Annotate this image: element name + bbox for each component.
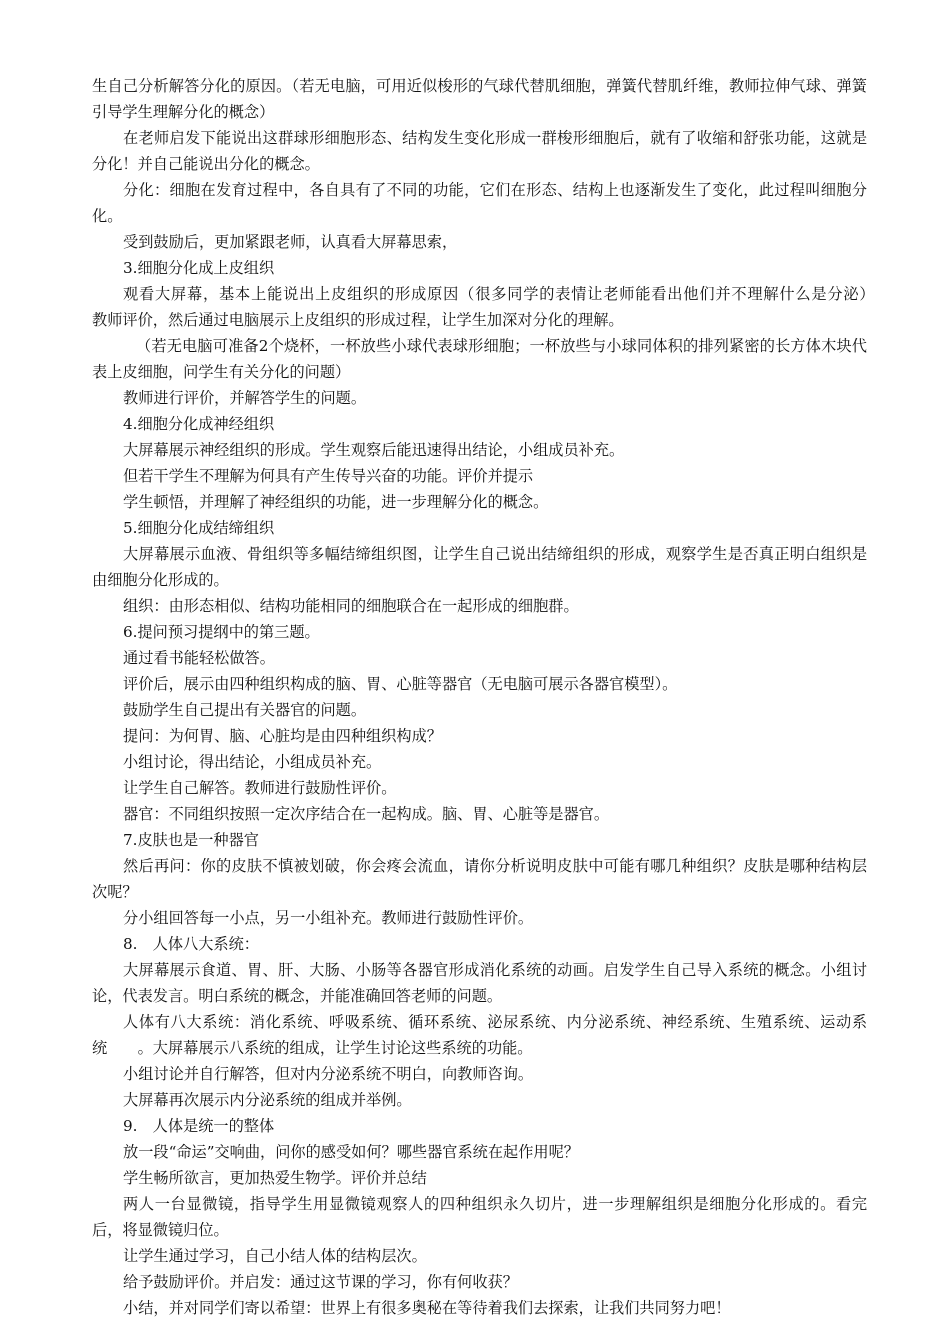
paragraph: 让学生自己解答。教师进行鼓励性评价。 xyxy=(123,779,397,797)
paragraph: 评价后，展示由四种组织构成的脑、胃、心脏等器官（无电脑可展示各器官模型）。 xyxy=(123,675,678,693)
paragraph: 两人一台显微镜，指导学生用显微镜观察人的四种组织永久切片，进一步理解组织是细胞分化形成的。看完后，将显微镜归位。 xyxy=(92,1195,867,1239)
paragraph: 大屏幕再次展示内分泌系统的组成并举例。 xyxy=(123,1091,412,1109)
paragraph: 教师进行评价，并解答学生的问题。 xyxy=(123,389,366,407)
document-body xyxy=(92,73,898,1321)
paragraph: 学生畅所欲言，更加热爱生物学。评价并总结 xyxy=(123,1169,427,1187)
paragraph: 给予鼓励评价。并启发：通过这节课的学习，你有何收获？ xyxy=(123,1273,518,1291)
paragraph: 在老师启发下能说出这群球形细胞形态、结构发生变化形成一群梭形细胞后，就有了收缩和舒张功能，这就是分化！并自己能说出分化的概念。 xyxy=(92,129,867,173)
paragraph: 大屏幕展示血液、骨组织等多幅结缔组织图，让学生自己说出结缔组织的形成，观察学生是否真正明白组织是由细胞分化形成的。 xyxy=(92,545,867,589)
paragraph: （若无电脑可准备2个烧杯，一杯放些小球代表球形细胞；一杯放些与小球同体积的排列紧密的长方体木块代表上皮细胞，问学生有关分化的问题） xyxy=(92,337,867,381)
paragraph: 9. 人体是统一的整体 xyxy=(123,1117,275,1135)
paragraph: 放一段“命运”交响曲，问你的感受如何？哪些器官系统在起作用呢？ xyxy=(123,1143,579,1161)
paragraph: 通过看书能轻松做答。 xyxy=(123,649,275,667)
paragraph: 器官：不同组织按照一定次序结合在一起构成。脑、胃、心脏等是器官。 xyxy=(123,805,609,823)
paragraph: 8. 人体八大系统： xyxy=(123,935,259,953)
paragraph: 生自己分析解答分化的原因。（若无电脑，可用近似梭形的气球代替肌细胞，弹簧代替肌纤维，教师拉伸气球、弹簧引导学生理解分化的概念） xyxy=(92,77,867,121)
paragraph: 大屏幕展示食道、胃、肝、大肠、小肠等各器官形成消化系统的动画。启发学生自己导入系统的概念。小组讨论，代表发言。明白系统的概念，并能准确回答老师的问题。 xyxy=(92,961,867,1005)
paragraph: 然后再问：你的皮肤不慎被划破，你会疼会流血，请你分析说明皮肤中可能有哪几种组织？皮肤是哪种结构层次呢？ xyxy=(92,857,867,901)
paragraph: 受到鼓励后，更加紧跟老师，认真看大屏幕思索， xyxy=(123,233,458,251)
paragraph: 学生顿悟，并理解了神经组织的功能，进一步理解分化的概念。 xyxy=(123,493,549,511)
paragraph: 5.细胞分化成结缔组织 xyxy=(123,519,275,537)
paragraph: 人体有八大系统：消化系统、呼吸系统、循环系统、泌尿系统、内分泌系统、神经系统、生殖系统、运动系统 。大屏幕展示八系统的组成，让学生讨论这些系统的功能。 xyxy=(92,1013,867,1057)
paragraph: 小组讨论，得出结论，小组成员补充。 xyxy=(123,753,382,771)
paragraph: 但若干学生不理解为何具有产生传导兴奋的功能。评价并提示 xyxy=(123,467,534,485)
paragraph: 6.提问预习提纲中的第三题。 xyxy=(123,623,320,641)
paragraph: 小结，并对同学们寄以希望：世界上有很多奥秘在等待着我们去探索，让我们共同努力吧！ xyxy=(123,1299,731,1317)
paragraph: 让学生通过学习，自己小结人体的结构层次。 xyxy=(123,1247,427,1265)
paragraph: 小组讨论并自行解答，但对内分泌系统不明白，向教师咨询。 xyxy=(123,1065,534,1083)
paragraph: 提问：为何胃、脑、心脏均是由四种组织构成？ xyxy=(123,727,442,745)
paragraph: 分化：细胞在发育过程中，各自具有了不同的功能，它们在形态、结构上也逐渐发生了变化，此过程叫细胞分化。 xyxy=(92,181,867,225)
paragraph: 大屏幕展示神经组织的形成。学生观察后能迅速得出结论，小组成员补充。 xyxy=(123,441,625,459)
paragraph: 7.皮肤也是一种器官 xyxy=(123,831,259,849)
paragraph: 分小组回答每一小点，另一小组补充。教师进行鼓励性评价。 xyxy=(123,909,534,927)
paragraph: 3.细胞分化成上皮组织 xyxy=(123,259,275,277)
paragraph: 4.细胞分化成神经组织 xyxy=(123,415,275,433)
paragraph: 观看大屏幕，基本上能说出上皮组织的形成原因（很多同学的表情让老师能看出他们并不理解什么是分泌） 教师评价，然后通过电脑展示上皮组织的形成过程，让学生加深对分化的理解。 xyxy=(92,285,898,329)
paragraph: 鼓励学生自己提出有关器官的问题。 xyxy=(123,701,366,719)
paragraph: 组织：由形态相似、结构功能相同的细胞联合在一起形成的细胞群。 xyxy=(123,597,579,615)
